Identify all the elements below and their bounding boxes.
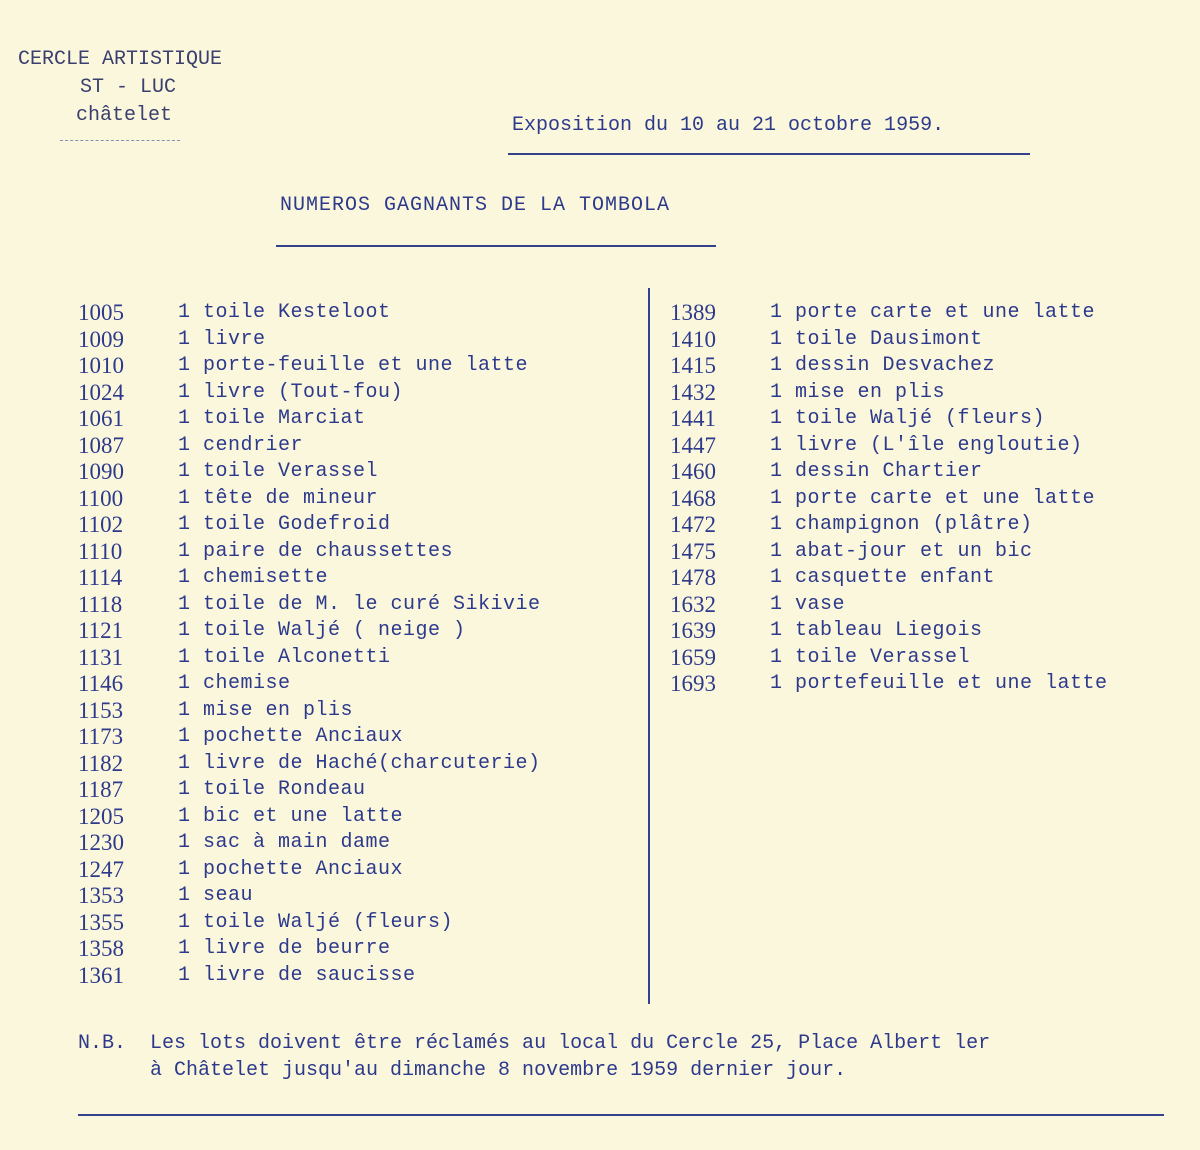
note-line-1: Les lots doivent être réclamés au local du Cercle 25, Place Albert ler [150,1032,991,1055]
ticket-number: 1432 [670,379,716,405]
ticket-number: 1114 [78,565,123,590]
prize-description: 1 toile Verassel [770,645,971,669]
winning-entry [78,830,541,857]
note-label: N.B. [78,1032,127,1055]
ticket-number: 1090 [78,459,124,484]
prize-description: 1 toile Verassel [178,460,379,483]
prize-description: 1 chemisette [178,566,329,589]
prize-description: 1 porte carte et une latte [770,301,1096,324]
prize-description: 1 seau [178,884,254,907]
ticket-number: 1121 [78,618,124,643]
ticket-number: 1639 [670,618,716,643]
ticket-number: 1410 [670,326,716,352]
title-underline [276,245,716,247]
prize-description: 1 toile Marciat [178,407,366,430]
bottom-rule [78,1114,1164,1116]
winning-entry [670,406,1108,433]
winning-entry [670,380,1108,407]
exposition-dates: Exposition du 10 au 21 octobre 1959. [512,114,945,137]
winning-entry [78,724,541,751]
winning-entry [78,486,541,513]
winning-entry [78,565,541,592]
winning-entry [670,618,1108,645]
ticket-number: 1632 [670,591,716,617]
winning-entry [670,433,1108,460]
winning-entry [78,380,541,407]
prize-description: 1 tête de mineur [178,486,379,510]
claim-note [78,1030,990,1084]
winning-entry [78,804,541,831]
ticket-number: 1355 [78,909,124,935]
ticket-number: 1468 [670,485,716,511]
ticket-number: 1478 [670,565,716,590]
winning-entry [670,671,1108,698]
ticket-number: 1247 [78,856,124,882]
winning-entry [78,910,541,937]
letterhead-club-name: CERCLE ARTISTIQUE [18,48,223,71]
ticket-number: 1415 [670,353,716,378]
prize-description: 1 pochette Anciaux [178,857,404,881]
prize-description: 1 abat-jour et un bic [770,539,1033,563]
prize-description: 1 toile Waljé (fleurs) [178,910,454,934]
winning-entry [78,698,541,725]
prize-description: 1 toile Rondeau [178,778,366,801]
prize-description: 1 pochette Anciaux [178,725,404,748]
winning-entry [78,777,541,804]
winning-entry [78,327,541,354]
winning-entry [78,963,541,990]
ticket-number: 1447 [670,432,716,458]
winning-entry [78,883,541,910]
ticket-number: 1131 [78,644,124,670]
letterhead-city: châtelet [76,104,173,127]
winning-entry [670,459,1108,486]
prize-description: 1 mise en plis [770,380,946,404]
letterhead-divider [60,140,180,141]
prize-description: 1 toile Kesteloot [178,301,391,324]
ticket-number: 1182 [78,750,124,776]
ticket-number: 1353 [78,883,124,908]
ticket-number: 1153 [78,697,124,723]
winning-numbers-right-column [670,300,1108,698]
prize-description: 1 mise en plis [178,698,354,722]
prize-description: 1 toile Waljé (fleurs) [770,407,1046,430]
prize-description: 1 porte carte et une latte [770,486,1096,510]
winning-entry [670,512,1108,539]
ticket-number: 1010 [78,353,124,378]
prize-description: 1 livre (Tout-fou) [178,380,404,404]
prize-description: 1 vase [770,592,846,616]
bleed-through-text [480,40,514,92]
winning-entry [670,539,1108,566]
prize-description: 1 toile Alconetti [178,645,391,669]
winning-entry [670,592,1108,619]
winning-entry [78,459,541,486]
winning-entry [670,300,1108,327]
prize-description: 1 champignon (plâtre) [770,513,1033,536]
ticket-number: 1460 [670,459,716,484]
prize-description: 1 dessin Desvachez [770,354,996,377]
winning-entry [670,645,1108,672]
winning-entry [670,327,1108,354]
ticket-number: 1009 [78,326,124,352]
ticket-number: 1205 [78,803,124,829]
prize-description: 1 casquette enfant [770,566,996,589]
ticket-number: 1475 [670,538,716,564]
winning-entry [670,565,1108,592]
prize-description: 1 toile de M. le curé Sikivie [178,592,541,616]
winning-entry [670,486,1108,513]
prize-description: 1 livre de Haché(charcuterie) [178,751,541,775]
ticket-number: 1110 [78,538,123,564]
ticket-number: 1173 [78,724,124,749]
winning-entry [78,592,541,619]
ticket-number: 1005 [78,300,124,325]
winning-entry [78,512,541,539]
ticket-number: 1389 [670,300,716,325]
prize-description: 1 chemise [178,672,291,695]
winning-entry [78,618,541,645]
winning-numbers-left-column [78,300,541,989]
winning-entry [78,857,541,884]
exposition-underline [508,153,1030,155]
ticket-number: 1102 [78,512,124,537]
prize-description: 1 tableau Liegois [770,619,983,642]
prize-description: 1 cendrier [178,433,304,457]
ticket-number: 1472 [670,512,716,537]
prize-description: 1 paire de chaussettes [178,539,454,563]
prize-description: 1 sac à main dame [178,831,391,854]
winning-entry [78,300,541,327]
ticket-number: 1146 [78,671,124,696]
letterhead [18,46,222,130]
letterhead-club-subname: ST - LUC [80,76,177,99]
ticket-number: 1358 [78,936,124,961]
ticket-number: 1693 [670,671,716,696]
ticket-number: 1441 [670,406,716,431]
winning-entry [78,353,541,380]
note-line-2: à Châtelet jusqu'au dimanche 8 novembre 1959 dernier jour. [150,1059,847,1082]
ticket-number: 1230 [78,830,124,855]
ticket-number: 1061 [78,406,124,431]
winning-entry [670,353,1108,380]
winning-entry [78,539,541,566]
ticket-number: 1100 [78,485,124,511]
prize-description: 1 dessin Chartier [770,460,983,483]
prize-description: 1 livre de saucisse [178,963,416,987]
prize-description: 1 toile Dausimont [770,327,983,351]
winning-entry [78,671,541,698]
winning-entry [78,645,541,672]
ticket-number: 1118 [78,591,123,617]
prize-description: 1 toile Waljé ( neige ) [178,619,466,642]
prize-description: 1 livre [178,327,266,351]
prize-description: 1 bic et une latte [178,804,404,828]
ticket-number: 1087 [78,432,124,458]
winning-entry [78,936,541,963]
winning-entry [78,406,541,433]
prize-description: 1 livre de beurre [178,937,391,960]
ticket-number: 1361 [78,962,124,988]
column-divider [648,288,650,1004]
ticket-number: 1659 [670,644,716,670]
winning-entry [78,433,541,460]
prize-description: 1 portefeuille et une latte [770,672,1108,695]
prize-description: 1 toile Godefroid [178,513,391,536]
ticket-number: 1024 [78,379,124,405]
prize-description: 1 livre (L'île engloutie) [770,433,1083,457]
winning-entry [78,751,541,778]
ticket-number: 1187 [78,777,124,802]
document-title: NUMEROS GAGNANTS DE LA TOMBOLA [280,194,671,217]
prize-description: 1 porte-feuille et une latte [178,354,529,377]
